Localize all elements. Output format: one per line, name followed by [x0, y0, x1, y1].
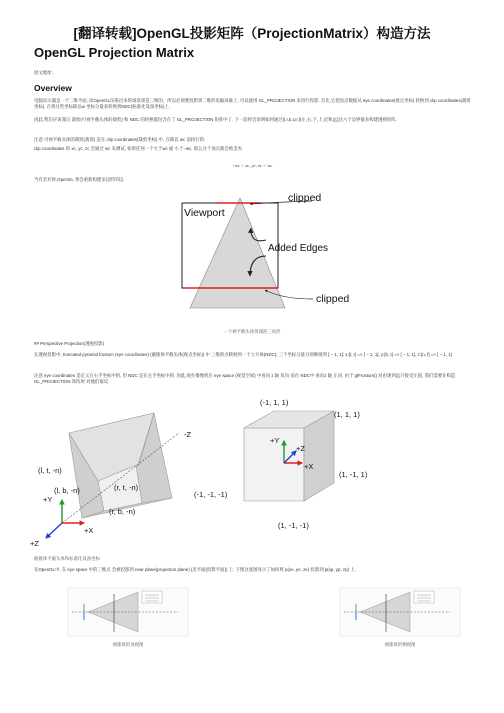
- overview-heading: Overview: [34, 83, 72, 93]
- clipping-figure: [170, 192, 370, 321]
- label-rb-n: (r, b, -n): [109, 507, 136, 516]
- label-clipped-top: clipped: [288, 192, 322, 204]
- top-view-figure: [68, 588, 188, 636]
- article-heading: OpenGL Projection Matrix: [34, 45, 195, 60]
- perspective-paragraph-1: 在透视投影中, truncated pyramid frustum (eye coordinates) (截锥体平截头体(视点坐标)) 中 三维的点映射到一个立方体(NDC); 三个坐标分量分别映射到 [ − 1, 1]: x:[l, r] => [ − 1, 1], y:[b, t] => [ − 1, 1], z:[n, f] => [ − 1, 1]: [34, 352, 452, 357]
- perspective-heading: ## Perspective Projection(透视投影): [34, 341, 105, 346]
- overview-paragraph-1: 电脑显示器是一个二维平面, 而OpenGL渲染出来的场景却是三维的，所以必须要投影到二维的电脑屏幕上. 可以使用 GL_PROJECTION 来进行投影. 首先,它把顶点数据从 eye coordinates(视点坐标) 转换到 clip coordinates(裁剪坐标). 在将这些坐标除以w 坐标分量来转换到NDC(标准化设备坐标)上.: [34, 98, 471, 110]
- label-lb-n: (l, b, -n): [54, 486, 80, 495]
- label-cube-z: +Z: [296, 444, 305, 453]
- label-clipped-bottom: clipped: [316, 293, 350, 305]
- overview-paragraph-2: 因此,我们应该谨记 裁剪(可视平截头体的裁剪) 和 NDC 的转换都包含在了 GL_PROJECTION 矩阵中了. 下一段将会说明如何通过(l,r,b,t,n,f)左,右,下,上,近和远)这六个边界值来构建透视矩阵.: [34, 117, 397, 122]
- figure-2-caption: 截锥体平截头体和标准化设备坐标: [34, 556, 100, 561]
- label-cube-tl: (-1, 1, 1): [260, 398, 289, 407]
- label-viewport: Viewport: [184, 207, 225, 219]
- perspective-paragraph-3: 在OpenGL中, 在 eye space 中的三维点 会被投影到 near plane(projection plane) (近平面(投影平面)) 上. 下图这张图显示了如何将 p(xe, ye, ze) 投影到 p(xp, yp, zp) 上.: [34, 567, 356, 572]
- perspective-paragraph-2: 注意 eye coordinates 是定义在右手坐标中的, 但 NDC 是在左手坐标中的. 因此,观在摄像机在 eye space (视觉空间) 中看向 z 轴 负向 而在 NDC中 看向z 轴 正向. 由于 glFrustum() 对由迷到远只接受正值, 我们需要在构造 GL_PROJECTION 矩阵时 对他们取反.: [34, 373, 456, 385]
- figure-1-caption: 一个被平截头体剪裁的三角形: [223, 329, 281, 334]
- overview-paragraph-5: 当有丢弃时,OpenGL 将会重新构建多边形的边.: [34, 177, 125, 182]
- frustum-ndc-figure: [30, 393, 474, 553]
- label-pos-z: +Z: [30, 539, 39, 548]
- overview-paragraph-4: clip coordinates 的 xc, yc, zc 会通过 wc 来测试, 如果任何一个大于wc 或 小于−wc, 那么这个顶点就会被丢弃.: [34, 146, 244, 151]
- label-rt-n: (r, t, -n): [114, 483, 139, 492]
- label-pos-x: +X: [84, 526, 94, 535]
- document-title: [翻译转载]OpenGL投影矩阵（ProjectionMatrix）构造方法: [73, 26, 431, 41]
- clip-formula: −wc < xc, yc, zc < wc: [231, 163, 273, 168]
- label-cube-r: (1, -1, 1): [339, 470, 368, 479]
- side-view-figure: [340, 588, 460, 636]
- label-cube-y: +Y: [270, 436, 280, 445]
- label-cube-bl: (-1, -1, -1): [194, 490, 228, 499]
- label-cube-x: +X: [304, 462, 314, 471]
- label-lt-n: (l, t, -n): [38, 466, 62, 475]
- label-neg-z: -Z: [184, 430, 192, 439]
- source-label: 原文地址:: [34, 70, 53, 75]
- figure-4-caption: 视锥体的侧视图: [384, 642, 416, 647]
- label-cube-b: (1, -1, -1): [278, 521, 309, 530]
- overview-paragraph-3: 注意 可视平截头体的裁剪(裁剪) 是在 clip coordinates(裁剪坐标) 中, 在除以 wc 前执行的.: [34, 137, 206, 142]
- label-added-edges: Added Edges: [268, 243, 329, 254]
- label-cube-tr: (1, 1, 1): [334, 410, 360, 419]
- label-pos-y: +Y: [43, 495, 53, 504]
- figure-3-caption: 视锥体的顶视图: [112, 642, 144, 647]
